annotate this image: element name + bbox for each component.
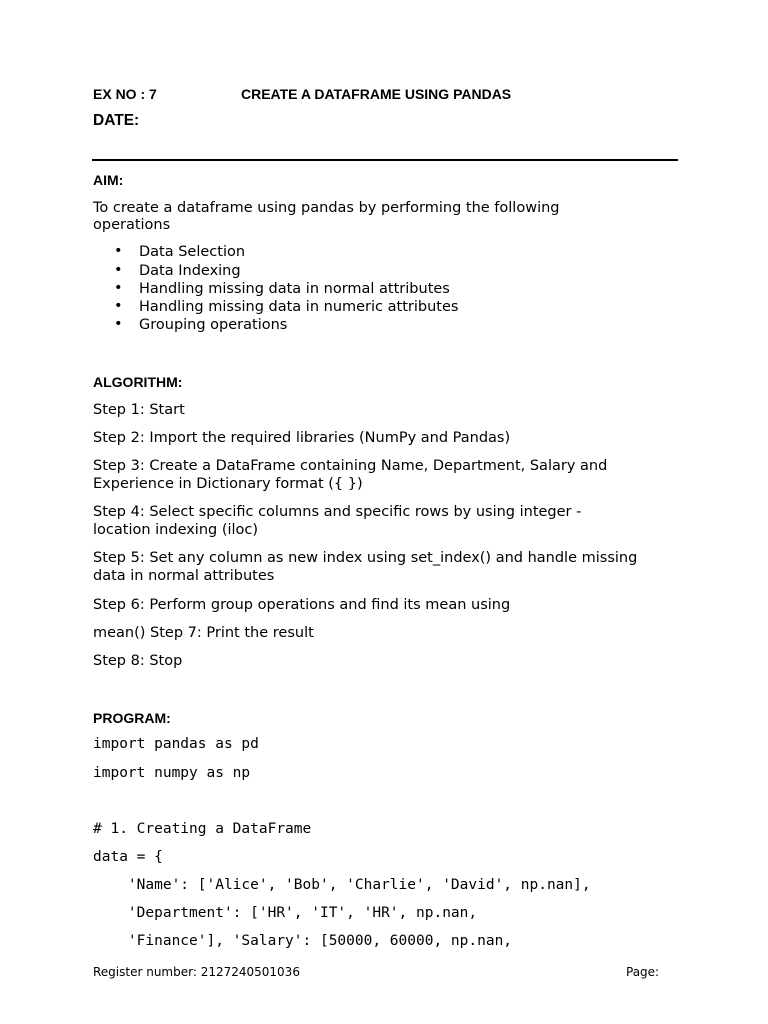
bullet-icon: • bbox=[114, 262, 123, 278]
code-line: # 1. Creating a DataFrame bbox=[93, 821, 312, 837]
aim-list-item: Data Selection bbox=[139, 244, 246, 260]
aim-list-item: Handling missing data in normal attributes bbox=[139, 281, 450, 297]
aim-list-item: Handling missing data in numeric attributes bbox=[139, 299, 459, 315]
algorithm-line: location indexing (iloc) bbox=[93, 522, 259, 538]
aim-list-item: Grouping operations bbox=[139, 317, 288, 333]
program-heading: PROGRAM: bbox=[93, 710, 171, 726]
algorithm-line: Step 2: Import the required libraries (NumPy and Pandas) bbox=[93, 430, 511, 446]
register-number: Register number: 2127240501036 bbox=[93, 965, 300, 979]
code-line: import numpy as np bbox=[93, 765, 251, 781]
code-line: data = { bbox=[93, 849, 163, 865]
aim-list-item: Data Indexing bbox=[139, 263, 241, 279]
code-line: import pandas as pd bbox=[93, 736, 259, 752]
code-line: 'Finance'], 'Salary': [50000, 60000, np.nan, bbox=[93, 933, 513, 949]
algorithm-line: Experience in Dictionary format ({ }) bbox=[93, 476, 363, 492]
algorithm-line: Step 1: Start bbox=[93, 402, 185, 418]
algorithm-line: mean() Step 7: Print the result bbox=[93, 625, 314, 641]
algorithm-line: Step 6: Perform group operations and find its mean using bbox=[93, 597, 511, 613]
algorithm-line: Step 4: Select specific columns and specific rows by using integer - bbox=[93, 504, 582, 520]
page-label: Page: bbox=[626, 965, 660, 979]
code-line: 'Name': ['Alice', 'Bob', 'Charlie', 'David', np.nan], bbox=[93, 877, 591, 893]
aim-text-line-1: To create a dataframe using pandas by performing the following bbox=[93, 200, 560, 216]
exercise-number: EX NO : 7 bbox=[93, 86, 157, 102]
algorithm-line: data in normal attributes bbox=[93, 568, 275, 584]
bullet-icon: • bbox=[114, 316, 123, 332]
algorithm-line: Step 3: Create a DataFrame containing Name, Department, Salary and bbox=[93, 458, 608, 474]
algorithm-heading: ALGORITHM: bbox=[93, 374, 183, 390]
date-label: DATE: bbox=[93, 112, 140, 129]
bullet-icon: • bbox=[114, 280, 123, 296]
aim-heading: AIM: bbox=[93, 172, 124, 188]
bullet-icon: • bbox=[114, 243, 123, 259]
page-title: CREATE A DATAFRAME USING PANDAS bbox=[241, 86, 512, 102]
aim-text-line-2: operations bbox=[93, 217, 171, 233]
bullet-icon: • bbox=[114, 298, 123, 314]
algorithm-line: Step 5: Set any column as new index using set_index() and handle missing bbox=[93, 550, 638, 566]
code-line: 'Department': ['HR', 'IT', 'HR', np.nan, bbox=[93, 905, 478, 921]
header-divider bbox=[92, 159, 678, 161]
algorithm-line: Step 8: Stop bbox=[93, 653, 183, 669]
